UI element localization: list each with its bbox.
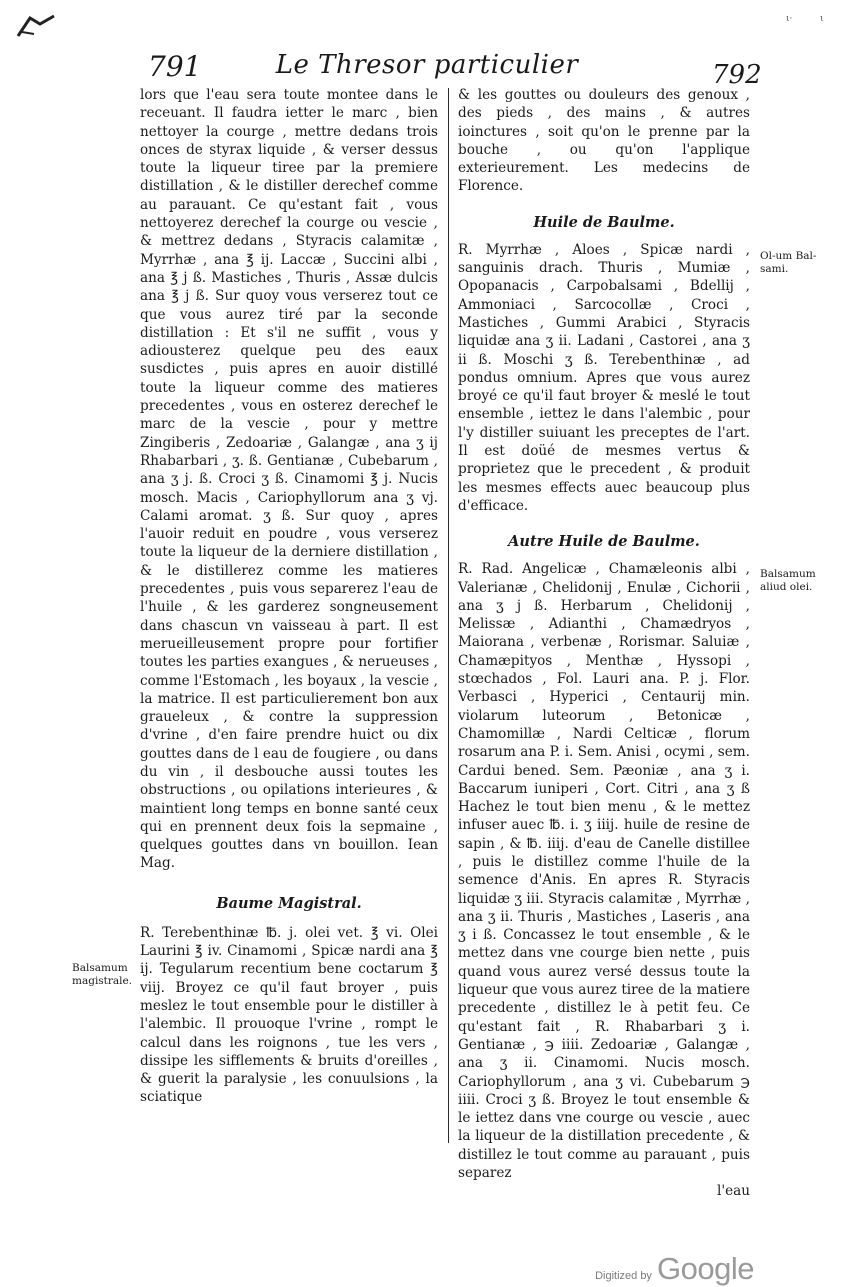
section-heading: Huile de Baulme. (533, 213, 675, 231)
digitized-by-google-watermark (595, 1251, 754, 1287)
section-heading: Autre Huile de Baulme. (508, 533, 700, 551)
margin-note-oleum-balsami: Ol-um Bal- sami. (760, 250, 817, 275)
running-title: Le Thresor particulier (275, 50, 579, 80)
recipe-paragraph: R. Myrrhæ , Aloes , Spicæ nardi , sanguinis drach. Thuris , Mumiæ , Opopanacis , Carpobalsami , Bdellij , Ammoniaci , Sarcocollæ , Croci , Mastiches , Gummi Arabici , Styracis liquidæ ana ʒ ii. Ladani , Castorei , ana ʒ ii ß. Moschi ʒ ß. Terebenthinæ , ad pondus omnium. Apres que vous aurez broyé ce qu'il faut broyer & meslé le tout ensemble , iettez le dans l'alembic , pour l'y distiller suiuant les preceptes de l'art. Il est doüé de mesmes vertus & proprietez que le precedent , & produit les mesmes effects auec beaucoup plus d'efficace. (458, 241, 750, 514)
edge-mark: ι (820, 14, 824, 24)
recipe-paragraph: R. Terebenthinæ ℔. j. olei vet. ℥ vi. Olei Laurini ℥ iv. Cinamomi , Spicæ nardi ana ℥ ij. Tegularum recentium bene coctarum ℥ viij. Broyez ce qu'il faut broyer , puis meslez le tout ensemble pour le distiller à l'alembic. Il prouoque l'vrine , rompt le calcul dans les roignons , tue les vers , dissipe les sifflements & bruits d'oreilles , & guerit la paralysie , les conuulsions , la sciatique (140, 924, 438, 1106)
edge-mark: ι· (786, 14, 793, 24)
recipe-paragraph: lors que l'eau sera toute montee dans le receuant. Il faudra ietter le marc , bien nettoyer la courge , mettre dedans trois onces de styrax liquide , & verser dessus toute la liqueur tiree par la premiere distillation , & le distiller derechef comme au parauant. Ce qu'estant fait , vous nettoyerez derechef la courge ou vescie , & mettrez dedans , Styracis calamitæ , Myrrhæ , ana ℥ ij. Laccæ , Succini albi , ana ℥ j ß. Mastiches , Thuris , Assæ dulcis ana ℥ j ß. Sur quoy vous verserez tout ce que vous aurez tiré par la seconde distillation : Et s'il ne suffit , vous y adiousterez quelque peu des eaux susdictes , puis apres en auoir distillé toute la liqueur comme des matieres precedentes , vous en osterez derechef le marc de la vescie , pour y mettre Zingiberis , Zedoariæ , Galangæ , ana ʒ ij Rhabarbari , ʒ. ß. Gentianæ , Cubebarum , ana ʒ j. ß. Croci ʒ ß. Cinamomi ℥ j. Nucis mosch. Macis , Cariophyllorum ana ʒ vj. Calami aromat. ʒ ß. Sur quoy , apres l'auoir reduit en poudre , vous verserez toute la liqueur de la derniere distillation , & le distillerez comme les matieres precedentes , puis vous separerez l'eau de l'huile , & les garderez songneusement dans chascun vn vaisseau à part. Il est merueilleusement propre pour fortifier toutes les parties exangues , & nerueuses , comme l'Estomach , les boyaux , la vescie , la matrice. Il est particulierement bon aux graueleux , & contre la suppression d'vrine , d'en faire prendre huict ou dix gouttes dans de l eau de fougiere , ou dans du vin , il desbouche aussi toutes les obstructions , ou opilations interieures , & maintient long temps en bonne santé ceux qui en prennent deux fois la sepmaine , quelques gouttes dans vn bouillon. Iean Mag. (140, 87, 438, 872)
column-divider (448, 88, 449, 1143)
digitized-by-label: Digitized by (595, 1270, 652, 1282)
page-number-right: 792 (712, 60, 762, 90)
catchword: l'eau (717, 1183, 750, 1200)
google-logo: Google (657, 1251, 754, 1286)
recipe-paragraph: & les gouttes ou douleurs des genoux , des pieds , des mains , & autres ioinctures , soit qu'on le prenne par la bouche , ou qu'on l'applique exterieurement. Les medecins de Florence. (458, 87, 750, 195)
corner-ink-mark (16, 14, 56, 40)
section-heading: Baume Magistral. (216, 894, 362, 912)
left-column (140, 86, 438, 1107)
page-number-left: 791 (148, 50, 202, 83)
recipe-paragraph: R. Rad. Angelicæ , Chamæleonis albi , Valerianæ , Chelidonij , Enulæ , Cichorii , ana ʒ j ß. Herbarum , Chelidonij , Melissæ , Adianthi , Chamædryos , Maiorana , verbenæ , Rorismar. Saluiæ , Chamæpityos , Menthæ , Hyssopi , stœchados , Fol. Lauri ana. P. j. Flor. Verbasci , Hyperici , Centaurij min. violarum luteorum , Betonicæ , Chamomillæ , Nardi Celticæ , florum rosarum ana P. i. Sem. Anisi , ocymi , sem. Cardui bened. Sem. Pæoniæ , ana ʒ i. Baccarum iuniperi , Cort. Citri , ana ʒ ß Hachez le tout bien menu , & le mettez infuser auec ℔. i. ʒ iiij. huile de resine de sapin , & ℔. iiij. d'eau de Canelle distillee , puis le distillez comme l'huile de la semence d'Anis. En apres R. Styracis liquidæ ʒ iii. Styracis calamitæ , Myrrhæ , ana ʒ ii. Thuris , Mastiches , Laseris , ana ʒ i ß. Concassez le tout ensemble , & le mettez dans vne courge bien nette , puis quand vous aurez versé dessus toute la liqueur que vous aurez tiree de la matiere precedente , distillez le à petit feu. Ce qu'estant fait , R. Rhabarbari ʒ i. Gentianæ , ℈ iiii. Zedoariæ , Galangæ , ana ʒ ii. Cinamomi. Nucis mosch. Cariophyllorum , ana ʒ vi. Cubebarum ℈ iiii. Croci ʒ ß. Broyez le tout ensemble & le iettez dans vne courge ou vescie , auec la liqueur de la distillation precedente , & distillez le tout comme au parauant , puis separez (458, 561, 750, 1182)
margin-note-balsamum-magistrale: Balsamum magistrale. (72, 962, 133, 987)
right-column (458, 86, 750, 1200)
margin-note-balsamum-aliud: Balsamum aliud olei. (760, 568, 816, 593)
